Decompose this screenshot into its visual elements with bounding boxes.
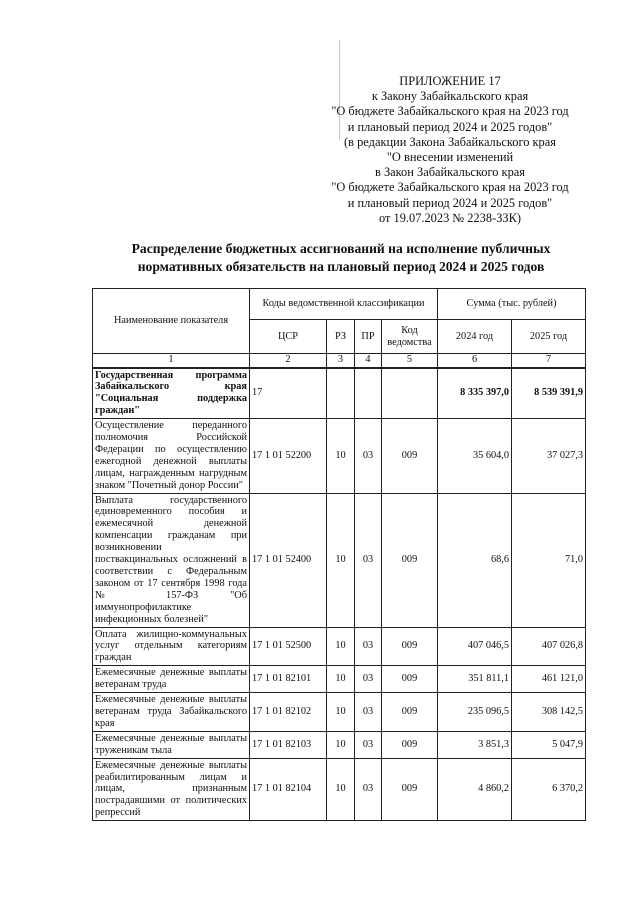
row-2024: 235 096,5 xyxy=(438,693,512,732)
col-number: 4 xyxy=(355,354,382,368)
row-2025: 461 121,0 xyxy=(512,666,586,693)
header-line: от 19.07.2023 № 2238-ЗЗК) xyxy=(378,210,522,225)
row-name: Оплата жилищно-коммунальных услуг отдельным категориям граждан xyxy=(93,627,250,666)
header-name: Наименование показателя xyxy=(93,289,250,354)
row-2024: 4 860,2 xyxy=(438,758,512,821)
row-rz: 10 xyxy=(327,627,355,666)
header-line: ПРИЛОЖЕНИЕ 17 xyxy=(399,74,501,88)
row-rz xyxy=(327,368,355,419)
col-number: 7 xyxy=(512,354,586,368)
row-pr: 03 xyxy=(355,666,382,693)
row-2024: 407 046,5 xyxy=(438,627,512,666)
table-row xyxy=(93,693,586,732)
row-ved: 009 xyxy=(382,419,438,493)
row-csr: 17 1 01 82103 xyxy=(250,731,327,758)
header-2025: 2025 год xyxy=(512,320,586,354)
row-csr: 17 1 01 52400 xyxy=(250,493,327,627)
row-name: Выплата государственного единовременного пособия и ежемесячной денежной компенсации гражданам при возникновении поствакцинальных осложнений в соответствии с Федеральным законом от 17 сентября 1998 года № 157-ФЗ "Об иммунопрофилактике инфекционных болезней" xyxy=(93,493,250,627)
row-rz: 10 xyxy=(327,493,355,627)
col-number: 1 xyxy=(93,354,250,368)
col-number: 2 xyxy=(250,354,327,368)
row-csr: 17 xyxy=(250,368,327,419)
header-codes-group: Коды ведомственной классификации xyxy=(250,289,438,320)
row-rz: 10 xyxy=(327,419,355,493)
row-2025: 37 027,3 xyxy=(512,419,586,493)
row-2025: 5 047,9 xyxy=(512,731,586,758)
row-ved: 009 xyxy=(382,493,438,627)
row-2025: 308 142,5 xyxy=(512,693,586,732)
header-sum-group: Сумма (тыс. рублей) xyxy=(438,289,586,320)
header-rz: РЗ xyxy=(327,320,355,354)
row-ved: 009 xyxy=(382,731,438,758)
row-name: Государственная программа Забайкальского края "Социальная поддержка граждан" xyxy=(93,368,250,419)
header-line: (в редакции Закона Забайкальского края xyxy=(344,134,556,149)
col-number: 3 xyxy=(327,354,355,368)
row-2025: 407 026,8 xyxy=(512,627,586,666)
header-ved: Код ведомства xyxy=(382,320,438,354)
row-2024: 68,6 xyxy=(438,493,512,627)
row-pr xyxy=(355,368,382,419)
header-csr: ЦСР xyxy=(250,320,327,354)
table-row xyxy=(93,666,586,693)
row-pr: 03 xyxy=(355,758,382,821)
row-csr: 17 1 01 82104 xyxy=(250,758,327,821)
row-ved: 009 xyxy=(382,693,438,732)
row-ved: 009 xyxy=(382,666,438,693)
table-row xyxy=(93,419,586,493)
row-name: Ежемесячные денежные выплаты труженикам тыла xyxy=(93,731,250,758)
row-rz: 10 xyxy=(327,758,355,821)
header-line: и плановый период 2024 и 2025 годов" xyxy=(347,195,553,210)
row-rz: 10 xyxy=(327,731,355,758)
row-2025: 6 370,2 xyxy=(512,758,586,821)
budget-table xyxy=(92,288,586,821)
table-row xyxy=(93,731,586,758)
row-name: Ежемесячные денежные выплаты реабилитированным лицам и лицам, признанным пострадавшими от политических репрессий xyxy=(93,758,250,821)
row-pr: 03 xyxy=(355,731,382,758)
header-line: "О бюджете Забайкальского края на 2023 год xyxy=(331,180,569,195)
header-line: "О внесении изменений xyxy=(386,150,514,165)
row-csr: 17 1 01 82101 xyxy=(250,666,327,693)
row-pr: 03 xyxy=(355,493,382,627)
col-number: 5 xyxy=(382,354,438,368)
title-line-2: нормативных обязательств на плановый период 2024 и 2025 годов xyxy=(137,259,545,274)
row-2024: 3 851,3 xyxy=(438,731,512,758)
header-line: и плановый период 2024 и 2025 годов" xyxy=(347,119,553,134)
row-csr: 17 1 01 52500 xyxy=(250,627,327,666)
row-name: Ежемесячные денежные выплаты ветеранам труда Забайкальского края xyxy=(93,693,250,732)
table-row xyxy=(93,758,586,821)
title-line-1: Распределение бюджетных ассигнований на исполнение публичных xyxy=(131,241,551,256)
row-name: Осуществление переданного полномочия Российской Федерации по осуществлению ежегодной денежной выплаты лицам, награжденным нагрудным знаком "Почетный донор России" xyxy=(93,419,250,493)
appendix-header xyxy=(300,74,600,226)
row-ved: 009 xyxy=(382,758,438,821)
row-csr: 17 1 01 52200 xyxy=(250,419,327,493)
header-2024: 2024 год xyxy=(438,320,512,354)
document-title xyxy=(96,240,586,276)
row-ved xyxy=(382,368,438,419)
header-pr: ПР xyxy=(355,320,382,354)
header-line: к Закону Забайкальского края xyxy=(371,89,529,104)
row-2025: 71,0 xyxy=(512,493,586,627)
row-pr: 03 xyxy=(355,627,382,666)
table-row xyxy=(93,368,586,419)
table-row xyxy=(93,627,586,666)
col-number: 6 xyxy=(438,354,512,368)
row-pr: 03 xyxy=(355,693,382,732)
row-2024: 8 335 397,0 xyxy=(438,368,512,419)
row-rz: 10 xyxy=(327,693,355,732)
row-2025: 8 539 391,9 xyxy=(512,368,586,419)
row-pr: 03 xyxy=(355,419,382,493)
header-line: в Закон Забайкальского края xyxy=(375,165,525,180)
row-rz: 10 xyxy=(327,666,355,693)
row-2024: 351 811,1 xyxy=(438,666,512,693)
row-2024: 35 604,0 xyxy=(438,419,512,493)
table-row xyxy=(93,493,586,627)
row-name: Ежемесячные денежные выплаты ветеранам труда xyxy=(93,666,250,693)
header-line: "О бюджете Забайкальского края на 2023 год xyxy=(331,104,569,119)
row-csr: 17 1 01 82102 xyxy=(250,693,327,732)
row-ved: 009 xyxy=(382,627,438,666)
